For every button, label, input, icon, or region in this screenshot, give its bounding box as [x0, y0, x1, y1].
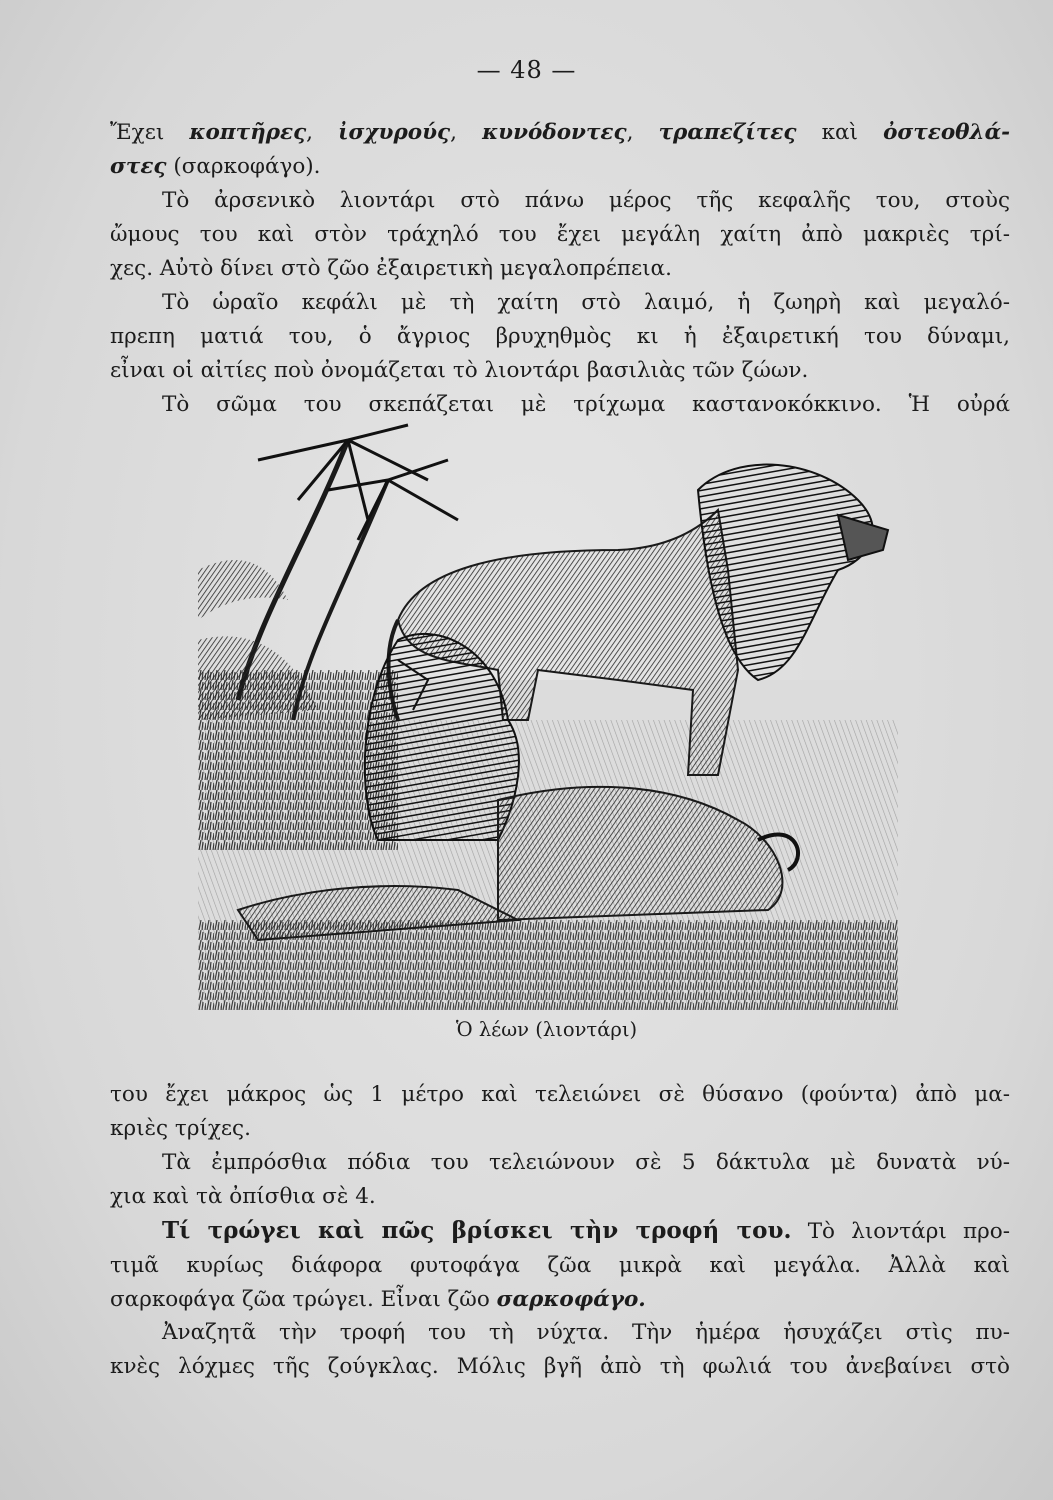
lions-engraving: [198, 420, 898, 1010]
text-line: Τί τρώγει καὶ πῶς βρίσκει τὴν τροφή του. Τὸ λιοντάρι προ-: [162, 1217, 1010, 1244]
paragraph-king: [110, 286, 1010, 388]
text-line: κριὲς τρίχες.: [110, 1116, 251, 1141]
page-number: — 48 —: [476, 56, 577, 84]
text-line: πρεπη ματιά του, ὁ ἄγριος βρυχηθμὸς κι ἡ ἐξαιρετική του δύναμι,: [110, 324, 1010, 349]
section-heading: Τί τρώγει καὶ πῶς βρίσκει τὴν τροφή του.: [162, 1217, 792, 1244]
text-line: του ἔχει μάκρος ὡς 1 μέτρο καὶ τελειώνει σὲ θύσανο (φούντα) ἀπὸ μα-: [110, 1082, 1010, 1107]
text-line: Τὰ ἐμπρόσθια πόδια του τελειώνουν σὲ 5 δάκτυλα μὲ δυνατὰ νύ-: [162, 1150, 1010, 1175]
text-line: Ἀναζητᾶ τὴν τροφή του τὴ νύχτα. Τὴν ἡμέρα ἡσυχάζει στὶς πυ-: [162, 1320, 1010, 1345]
paragraph-paws: [110, 1146, 1010, 1214]
paragraph-hunting: [110, 1316, 1010, 1384]
text-line: Ἔχει κοπτῆρες, ἰσχυρούς, κυνόδοντες, τραπεζίτες καὶ ὀστεοθλά-: [110, 120, 1011, 145]
paragraph-food: [110, 1214, 1010, 1317]
paragraph-teeth: [110, 116, 1010, 184]
paragraph-body: [110, 388, 1010, 422]
paragraph-tail: [110, 1078, 1010, 1146]
text-line: Τὸ σῶμα του σκεπάζεται μὲ τρίχωμα καστανοκόκκινο. Ἡ οὐρά: [162, 392, 1010, 417]
text-line: τιμᾶ κυρίως διάφορα φυτοφάγα ζῶα μικρὰ καὶ μεγάλα. Ἀλλὰ καὶ: [110, 1253, 1010, 1278]
text-line: σαρκοφάγα ζῶα τρώγει. Εἶναι ζῶο σαρκοφάγο.: [110, 1287, 646, 1312]
text-line: Τὸ ὡραῖο κεφάλι μὲ τὴ χαίτη στὸ λαιμό, ἡ ζωηρὴ καὶ μεγαλό-: [162, 290, 1010, 315]
text-line: Τὸ ἀρσενικὸ λιοντάρι στὸ πάνω μέρος τῆς κεφαλῆς του, στοὺς: [162, 188, 1010, 213]
text-line: στες (σαρκοφάγο).: [110, 154, 321, 179]
paragraph-mane: [110, 184, 1010, 286]
figure-caption: Ὁ λέων (λιοντάρι): [455, 1018, 638, 1041]
text-line: κνὲς λόχμες τῆς ζούγκλας. Μόλις βγῆ ἀπὸ τὴ φωλιά του ἀνεβαίνει στὸ: [110, 1354, 1010, 1379]
text-line: ὤμους του καὶ στὸν τράχηλό του ἔχει μεγάλη χαίτη ἀπὸ μακριὲς τρί-: [110, 222, 1010, 247]
text-line: χια καὶ τὰ ὀπίσθια σὲ 4.: [110, 1184, 376, 1209]
text-line: εἶναι οἱ αἰτίες ποὺ ὀνομάζεται τὸ λιοντάρι βασιλιὰς τῶν ζώων.: [110, 358, 809, 383]
text-line: χες. Αὐτὸ δίνει στὸ ζῶο ἐξαιρετικὴ μεγαλοπρέπεια.: [110, 256, 672, 281]
